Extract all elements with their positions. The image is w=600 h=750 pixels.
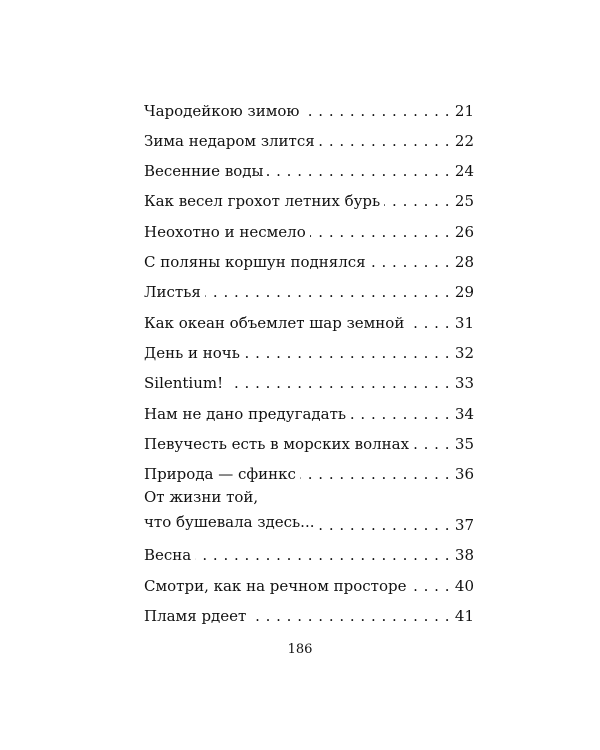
- toc-entry-page: 32: [450, 344, 474, 363]
- dot-leader: [350, 405, 450, 424]
- toc-entry-page: 38: [450, 546, 474, 565]
- toc-entry[interactable]: [144, 595, 474, 625]
- toc-entry[interactable]: [144, 454, 474, 484]
- dot-leader: [384, 192, 450, 211]
- toc-entry[interactable]: [144, 332, 474, 362]
- dot-leader: [195, 546, 450, 565]
- toc-entry[interactable]: [144, 423, 474, 453]
- toc-entry-title: С поляны коршун поднялся: [144, 253, 370, 272]
- toc-entry-page: 22: [450, 132, 474, 151]
- toc-entry[interactable]: [144, 120, 474, 150]
- dot-leader: [319, 516, 451, 535]
- toc-entry-title-line2: что бушевала здесь...: [144, 512, 315, 531]
- toc-entry[interactable]: [144, 272, 474, 302]
- toc-entry-page: 29: [450, 283, 474, 302]
- toc-entry-title: [144, 485, 319, 535]
- toc-entry[interactable]: [144, 151, 474, 181]
- dot-leader: [310, 223, 450, 242]
- toc-entry-title: Певучесть есть в морских волнах: [144, 435, 413, 454]
- dot-leader: [370, 253, 450, 272]
- dot-leader: [205, 283, 450, 302]
- toc-entry-title: Silentium!: [144, 374, 227, 393]
- toc-entry[interactable]: [144, 241, 474, 271]
- dot-leader: [267, 162, 450, 181]
- toc-entry-title: Пламя рдеет: [144, 607, 250, 626]
- dot-leader: [300, 465, 450, 484]
- toc-entry-page: 36: [450, 465, 474, 484]
- toc-entry-page: 28: [450, 253, 474, 272]
- toc-entry[interactable]: [144, 535, 474, 565]
- toc-entry-title: Чародейкою зимою: [144, 102, 303, 121]
- toc-entry-page: 33: [450, 374, 474, 393]
- toc-entry-title: День и ночь: [144, 344, 244, 363]
- toc-entry[interactable]: [144, 90, 474, 120]
- dot-leader: [408, 314, 450, 333]
- toc-entry[interactable]: [144, 484, 474, 535]
- dot-leader: [410, 577, 450, 596]
- table-of-contents: [144, 90, 474, 626]
- toc-entry-title: Неохотно и несмело: [144, 223, 310, 242]
- dot-leader: [319, 132, 450, 151]
- dot-leader: [303, 102, 450, 121]
- toc-entry[interactable]: [144, 211, 474, 241]
- toc-entry[interactable]: [144, 363, 474, 393]
- toc-entry-page: 24: [450, 162, 474, 181]
- toc-entry[interactable]: [144, 393, 474, 423]
- toc-entry-title: Весна: [144, 546, 195, 565]
- toc-entry-title: Природа — сфинкс: [144, 465, 300, 484]
- toc-entry-page: 31: [450, 314, 474, 333]
- toc-entry[interactable]: [144, 302, 474, 332]
- toc-entry-page: 25: [450, 192, 474, 211]
- toc-entry-page: 41: [450, 607, 474, 626]
- toc-entry-title: Листья: [144, 283, 205, 302]
- toc-entry-page: 40: [450, 577, 474, 596]
- toc-entry-title: Весенние воды: [144, 162, 267, 181]
- toc-entry[interactable]: [144, 565, 474, 595]
- toc-entry-title: Как океан объемлет шар земной: [144, 314, 408, 333]
- dot-leader: [227, 374, 450, 393]
- toc-entry-page: 34: [450, 405, 474, 424]
- dot-leader: [244, 344, 450, 363]
- toc-entry-page: 26: [450, 223, 474, 242]
- toc-entry-title: Как весел грохот летних бурь: [144, 192, 384, 211]
- toc-entry-page: 35: [450, 435, 474, 454]
- toc-entry-page: 21: [450, 102, 474, 121]
- toc-entry[interactable]: [144, 181, 474, 211]
- toc-entry-page: 37: [450, 516, 474, 535]
- toc-entry-title-line1: От жизни той,: [144, 487, 259, 506]
- dot-leader: [250, 607, 450, 626]
- toc-entry-title: Смотри, как на речном просторе: [144, 577, 410, 596]
- dot-leader: [413, 435, 450, 454]
- toc-entry-title: Нам не дано предугадать: [144, 405, 350, 424]
- page-number: 186: [287, 642, 313, 657]
- toc-entry-title: Зима недаром злится: [144, 132, 319, 151]
